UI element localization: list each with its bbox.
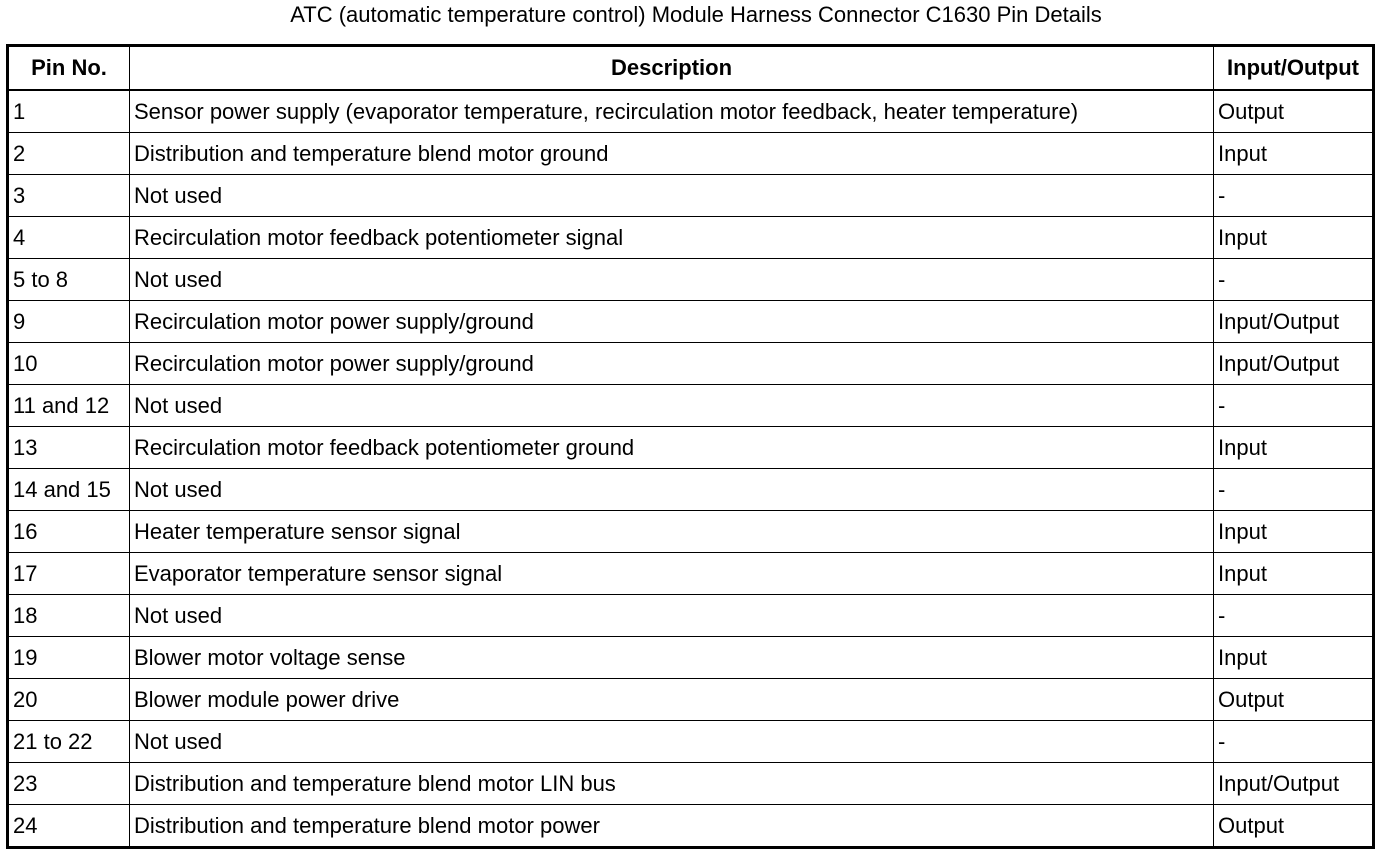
pin-cell: 20 bbox=[8, 679, 130, 721]
io-cell: Input bbox=[1214, 427, 1374, 469]
pin-details-table bbox=[6, 44, 1375, 849]
column-header-io: Input/Output bbox=[1214, 46, 1374, 91]
table-row bbox=[8, 301, 1374, 343]
description-cell: Not used bbox=[130, 721, 1214, 763]
table-row bbox=[8, 427, 1374, 469]
description-cell: Not used bbox=[130, 595, 1214, 637]
io-cell: - bbox=[1214, 721, 1374, 763]
io-cell: Output bbox=[1214, 679, 1374, 721]
table-row bbox=[8, 679, 1374, 721]
pin-cell: 18 bbox=[8, 595, 130, 637]
table-row bbox=[8, 805, 1374, 848]
io-cell: Input bbox=[1214, 637, 1374, 679]
table-row bbox=[8, 259, 1374, 301]
pin-cell: 23 bbox=[8, 763, 130, 805]
io-cell: - bbox=[1214, 175, 1374, 217]
pin-cell: 14 and 15 bbox=[8, 469, 130, 511]
pin-cell: 21 to 22 bbox=[8, 721, 130, 763]
description-cell: Recirculation motor feedback potentiometer signal bbox=[130, 217, 1214, 259]
io-cell: Input bbox=[1214, 217, 1374, 259]
description-cell: Not used bbox=[130, 259, 1214, 301]
table-row bbox=[8, 90, 1374, 133]
pin-cell: 13 bbox=[8, 427, 130, 469]
table-row bbox=[8, 469, 1374, 511]
table-row bbox=[8, 763, 1374, 805]
io-cell: - bbox=[1214, 595, 1374, 637]
description-cell: Blower motor voltage sense bbox=[130, 637, 1214, 679]
table-row bbox=[8, 133, 1374, 175]
table-header-row bbox=[8, 46, 1374, 91]
table-row bbox=[8, 511, 1374, 553]
description-cell: Heater temperature sensor signal bbox=[130, 511, 1214, 553]
table-row bbox=[8, 343, 1374, 385]
io-cell: Input/Output bbox=[1214, 301, 1374, 343]
io-cell: - bbox=[1214, 259, 1374, 301]
table-body bbox=[8, 90, 1374, 848]
description-cell: Distribution and temperature blend motor LIN bus bbox=[130, 763, 1214, 805]
description-cell: Blower module power drive bbox=[130, 679, 1214, 721]
pin-cell: 10 bbox=[8, 343, 130, 385]
table-row bbox=[8, 553, 1374, 595]
table-row bbox=[8, 217, 1374, 259]
io-cell: Input/Output bbox=[1214, 343, 1374, 385]
table-row bbox=[8, 721, 1374, 763]
pin-cell: 17 bbox=[8, 553, 130, 595]
pin-cell: 19 bbox=[8, 637, 130, 679]
pin-cell: 11 and 12 bbox=[8, 385, 130, 427]
pin-cell: 2 bbox=[8, 133, 130, 175]
description-cell: Not used bbox=[130, 469, 1214, 511]
pin-cell: 5 to 8 bbox=[8, 259, 130, 301]
io-cell: Output bbox=[1214, 805, 1374, 848]
table-row bbox=[8, 175, 1374, 217]
description-cell: Distribution and temperature blend motor ground bbox=[130, 133, 1214, 175]
pin-cell: 4 bbox=[8, 217, 130, 259]
description-cell: Sensor power supply (evaporator temperature, recirculation motor feedback, heater temperature) bbox=[130, 90, 1214, 133]
description-cell: Evaporator temperature sensor signal bbox=[130, 553, 1214, 595]
io-cell: Input bbox=[1214, 133, 1374, 175]
description-cell: Not used bbox=[130, 385, 1214, 427]
column-header-pin: Pin No. bbox=[8, 46, 130, 91]
pin-cell: 24 bbox=[8, 805, 130, 848]
description-cell: Distribution and temperature blend motor power bbox=[130, 805, 1214, 848]
io-cell: Input bbox=[1214, 553, 1374, 595]
pin-cell: 3 bbox=[8, 175, 130, 217]
description-cell: Recirculation motor feedback potentiometer ground bbox=[130, 427, 1214, 469]
column-header-description: Description bbox=[130, 46, 1214, 91]
pin-cell: 1 bbox=[8, 90, 130, 133]
table-row bbox=[8, 637, 1374, 679]
description-cell: Recirculation motor power supply/ground bbox=[130, 343, 1214, 385]
description-cell: Recirculation motor power supply/ground bbox=[130, 301, 1214, 343]
page-title: ATC (automatic temperature control) Module Harness Connector C1630 Pin Details bbox=[290, 2, 1102, 27]
table-row bbox=[8, 595, 1374, 637]
pin-cell: 9 bbox=[8, 301, 130, 343]
pin-cell: 16 bbox=[8, 511, 130, 553]
io-cell: - bbox=[1214, 469, 1374, 511]
io-cell: - bbox=[1214, 385, 1374, 427]
io-cell: Input bbox=[1214, 511, 1374, 553]
description-cell: Not used bbox=[130, 175, 1214, 217]
io-cell: Output bbox=[1214, 90, 1374, 133]
io-cell: Input/Output bbox=[1214, 763, 1374, 805]
table-row bbox=[8, 385, 1374, 427]
